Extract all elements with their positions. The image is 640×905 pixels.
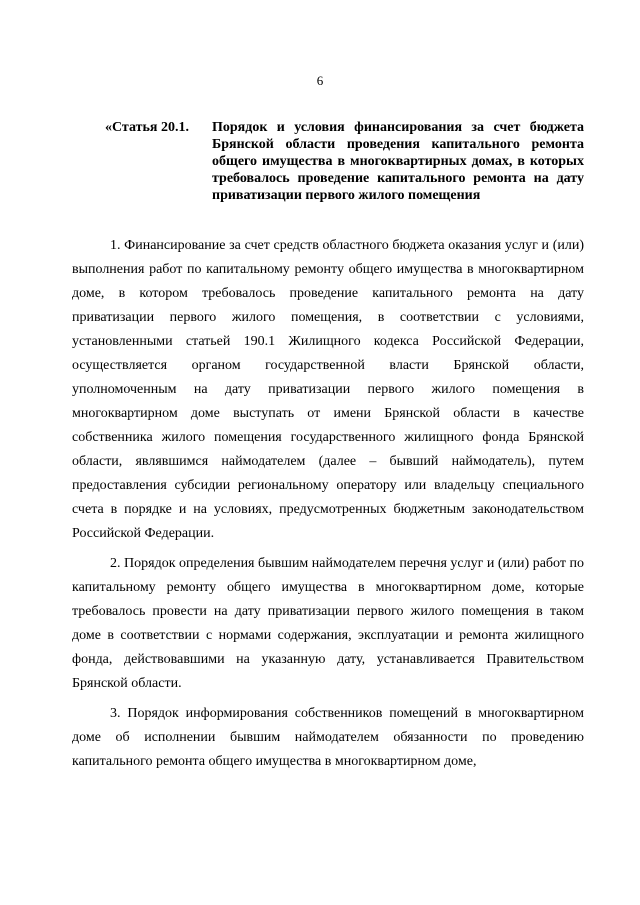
paragraph-2: 2. Порядок определения бывшим наймодателем перечня услуг и (или) работ по капитальному ремонту общего имущества в многоквартирном доме, которые требовалось провести на дату приватизации первого жилого помещения в таком доме в соответствии с нормами содержания, эксплуатации и ремонта жилищного фонда, действовавшими на указанную дату, устанавливается Правительством Брянской области. (72, 556, 584, 691)
article-body (72, 234, 584, 780)
paragraph-3: 3. Порядок информирования собственников помещений в многоквартирном доме об исполнении бывшим наймодателем обязанности по проведению капитального ремонта общего имущества в многоквартирном доме, (72, 706, 584, 769)
paragraph-1: 1. Финансирование за счет средств областного бюджета оказания услуг и (или) выполнения работ по капитальному ремонту общего имущества в многоквартирном доме, в котором требовалось проведение капитального ремонта на дату приватизации первого жилого помещения, в соответствии с условиями, установленными статьей 190.1 Жилищного кодекса Российской Федерации, осуществляется органом государственной власти Брянской области, уполномоченным на дату приватизации первого жилого помещения в многоквартирном доме выступать от имени Брянской области в качестве собственника жилого помещения государственного жилищного фонда Брянской области, являвшимся наймодателем (далее – бывший наймодатель), путем предоставления субсидии региональному оператору или владельцу специального счета в порядке и на условиях, предусмотренных бюджетным законодательством Российской Федерации. (72, 238, 584, 541)
article-label: «Статья 20.1. (105, 120, 189, 135)
page-number: 6 (316, 73, 324, 88)
article-title: Порядок и условия финансирования за счет бюджета Брянской области проведения капитального ремонта общего имущества в многоквартирных домах, в которых требовалось проведение капитального ремонта на дату приватизации первого жилого помещения (212, 120, 584, 203)
